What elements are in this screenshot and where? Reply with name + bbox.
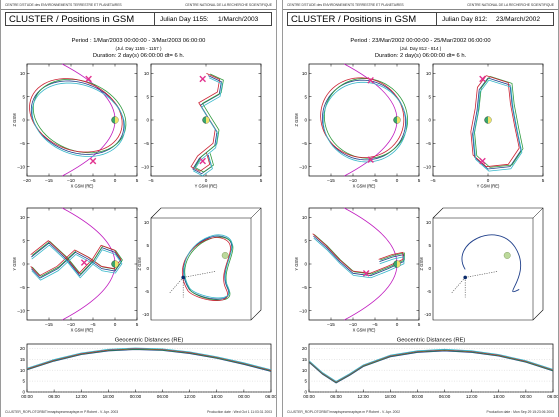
x-tick-label: –5	[430, 178, 436, 183]
x-tick-label: –15	[327, 322, 335, 327]
y-tick-label: 0	[22, 261, 25, 267]
x-tick-label: 0	[486, 178, 490, 183]
y-tick-label: –5	[143, 140, 149, 146]
orbit-3d-view	[419, 208, 543, 320]
x-tick-label: 0	[113, 322, 117, 327]
x-tick-label: –15	[327, 178, 335, 183]
x-tick-label: 00:00	[520, 394, 532, 399]
y-tick-label: 10	[19, 70, 25, 76]
julian-day-label: Julian Day 812:	[442, 15, 488, 23]
y-tick-label: 0	[304, 117, 307, 123]
y-axis-label: Z GSM	[419, 257, 424, 271]
duration-text: Duration: 2 day(s) 06:00:00 dt= 6 h.	[92, 53, 185, 59]
julian-day-label: Julian Day 1155:	[160, 15, 209, 23]
y-tick-label: -5	[426, 289, 431, 294]
footer-left-text: CLUSTER_ROPLOTORBIT/mnaptspecmnaptspe.m P.Robert - V. Apr. 2002	[287, 410, 401, 414]
y-tick-label: 20	[19, 345, 25, 351]
x-tick-label: 06:00	[330, 394, 342, 399]
x-tick-label: –15	[45, 322, 53, 327]
y-tick-label: 15	[301, 356, 307, 362]
x-tick-label: 12:00	[75, 394, 87, 399]
y-tick-label: 5	[304, 238, 307, 244]
distance-series	[27, 349, 271, 371]
y-tick-label: 5	[22, 378, 25, 384]
y-tick-label: 10	[301, 70, 307, 76]
julian-range-text: (Jul. Day 812 - 814 )	[399, 45, 442, 51]
spacecraft-dot	[463, 276, 467, 280]
x-tick-label: 00:00	[303, 394, 315, 399]
y-tick-label: 15	[19, 356, 25, 362]
footer-left-text: CLUSTER_ROPLOTORBIT/mnaptspecmnaptspe.m P.Robert - V. Apr. 2003	[5, 410, 119, 414]
x-tick-label: –10	[349, 178, 357, 183]
x-tick-label: 18:00	[384, 394, 397, 399]
y-tick-label: 0	[22, 389, 25, 395]
y-tick-label: 0	[304, 261, 307, 267]
y-tick-label: –5	[425, 140, 431, 146]
y-tick-label: –10	[141, 164, 149, 170]
y-tick-label: –5	[19, 284, 25, 290]
period-text: Period : 23/Mar/2002 00:00:00 - 25/Mar/2002 06:00:00	[350, 38, 491, 44]
plot-frame	[309, 64, 419, 176]
x-tick-label: 00:00	[411, 394, 424, 399]
earth-marker	[504, 252, 510, 258]
x-tick-label: 5	[417, 178, 421, 183]
orbit-track	[31, 81, 124, 154]
distance-series	[27, 349, 271, 371]
x-tick-label: –10	[67, 322, 75, 327]
y-tick-label: 0	[428, 266, 431, 271]
earth-day-side	[115, 117, 118, 124]
x-tick-label: –10	[349, 322, 357, 327]
magnetopause-curve	[344, 208, 397, 320]
y-axis-label: Z GSM	[137, 257, 142, 271]
distance-plot	[302, 338, 559, 400]
distance-series	[309, 351, 553, 383]
y-tick-label: 5	[146, 94, 149, 100]
distance-plot	[20, 338, 277, 400]
earth-marker	[222, 252, 228, 258]
x-tick-label: 0	[395, 178, 399, 183]
orbit-panel-right	[282, 0, 559, 417]
plot-canvas-left	[1, 0, 277, 417]
x-tick-label: –5	[372, 178, 378, 183]
y-tick-label: 0	[146, 117, 149, 123]
x-tick-label: 12:00	[183, 394, 196, 399]
y-tick-label: -10	[142, 312, 149, 317]
orbit-projection-plot	[294, 208, 421, 333]
x-tick-label: 18:00	[211, 394, 223, 399]
duration-text: Duration: 2 day(s) 06:00:00 dt= 6 h.	[374, 53, 467, 59]
panel-title: CLUSTER / Positions in GSM	[291, 14, 417, 25]
orbit-projection-plot	[12, 208, 139, 333]
x-tick-label: 00:00	[21, 394, 33, 399]
y-tick-label: 10	[425, 70, 431, 76]
distance-title: Geocentric Distances (RE)	[114, 337, 184, 344]
projection-lines	[169, 271, 215, 297]
position-cross	[200, 158, 206, 164]
header-left-text: CENTRE D'ETUDE des ENVIRONNEMENTS TERRESTRE ET PLANETAIRES	[5, 3, 122, 7]
cube-edges	[433, 208, 543, 320]
distance-title: Geocentric Distances (RE)	[396, 337, 466, 344]
x-tick-label: 5	[135, 322, 139, 327]
y-tick-label: 0	[146, 266, 149, 271]
x-axis-label: X GSM (RE)	[70, 327, 94, 333]
y-tick-label: 20	[301, 345, 307, 351]
orbit-track	[471, 76, 519, 167]
y-tick-label: 10	[19, 214, 25, 220]
y-tick-label: –10	[17, 164, 25, 170]
y-tick-label: 10	[143, 70, 149, 76]
x-tick-label: 12:00	[465, 394, 478, 399]
orbit-track	[30, 79, 123, 152]
x-tick-label: –5	[148, 178, 154, 183]
orbit-track	[32, 83, 125, 156]
header-right-text: CENTRE NATIONAL DE LA RECHERCHE SCIENTIFIQUE	[467, 3, 554, 7]
y-axis-label: Y GSM	[12, 257, 17, 271]
y-tick-label: –5	[19, 140, 25, 146]
y-tick-label: –10	[299, 164, 307, 170]
y-tick-label: 10	[425, 220, 431, 225]
position-cross	[81, 260, 87, 266]
x-tick-label: 12:00	[357, 394, 369, 399]
y-tick-label: 0	[22, 117, 25, 123]
y-tick-label: 10	[301, 367, 307, 373]
x-axis-label: X GSM (RE)	[352, 327, 376, 333]
x-tick-label: 06:00	[547, 394, 559, 399]
y-tick-label: –10	[299, 308, 307, 314]
y-axis-label: Z GSM	[294, 113, 299, 127]
orbit-projection-plot	[294, 64, 421, 189]
orbit-track	[33, 79, 126, 152]
y-tick-label: 5	[428, 243, 431, 248]
x-tick-label: 06:00	[265, 394, 277, 399]
x-tick-label: –5	[372, 322, 378, 327]
y-tick-label: –5	[301, 284, 307, 290]
x-tick-label: 0	[113, 178, 117, 183]
cube-frame	[433, 208, 543, 320]
earth-day-side	[206, 117, 209, 124]
orbit-track	[313, 234, 403, 274]
plot-canvas-right	[283, 0, 559, 417]
x-tick-label: 06:00	[48, 394, 60, 399]
julian-range-text: (Jul. Day 1155 - 1157 )	[115, 45, 162, 51]
x-tick-label: 06:00	[156, 394, 169, 399]
x-tick-label: 06:00	[438, 394, 451, 399]
orbit-track	[193, 76, 222, 174]
earth-day-side	[488, 117, 491, 124]
y-tick-label: 5	[146, 243, 149, 248]
header-right-text: CENTRE NATIONAL DE LA RECHERCHE SCIENTIFIQUE	[185, 3, 272, 7]
x-tick-label: 18:00	[102, 394, 115, 399]
cube-frame	[151, 208, 261, 320]
position-cross	[90, 158, 96, 164]
x-tick-label: 5	[541, 178, 545, 183]
footer-right-text: Production date : Mon Sep 29 15:23:06 2003	[486, 410, 554, 414]
x-tick-label: 5	[417, 322, 421, 327]
y-tick-label: 5	[22, 94, 25, 100]
orbit-track	[314, 234, 404, 274]
x-tick-label: 0	[395, 322, 399, 327]
x-axis-label: X GSM (RE)	[70, 183, 94, 189]
period-text: Period : 1/Mar/2003 00:00:00 - 3/Mar/2003 06:00:00	[71, 38, 206, 44]
y-tick-label: 5	[304, 378, 307, 384]
orbit-projection-plot	[12, 64, 139, 189]
y-tick-label: –5	[301, 140, 307, 146]
x-axis-label: Y GSM (RE)	[194, 183, 218, 189]
y-axis-label: Y GSM	[294, 257, 299, 271]
orbit-track-3d	[184, 235, 232, 298]
header-left-text: CENTRE D'ETUDE des ENVIRONNEMENTS TERRESTRE ET PLANETAIRES	[287, 3, 404, 7]
x-tick-label: –20	[23, 178, 31, 183]
y-tick-label: 0	[304, 389, 307, 395]
x-axis-label: Y GSM (RE)	[476, 183, 500, 189]
footer-right-text: Production date : Wed Oct 1 11:03:31 2003	[207, 410, 272, 414]
x-tick-label: –15	[45, 178, 53, 183]
x-tick-label: 5	[135, 178, 139, 183]
spacecraft-dot	[181, 276, 185, 280]
earth-day-side	[397, 117, 400, 124]
y-tick-label: 10	[143, 220, 149, 225]
orbit-projection-plot	[423, 64, 544, 189]
x-tick-label: –5	[90, 178, 96, 183]
y-tick-label: 10	[19, 367, 25, 373]
y-tick-label: 5	[22, 238, 25, 244]
date-label: 23/March/2002	[496, 15, 540, 23]
earth-day-side	[397, 261, 400, 268]
y-tick-label: 5	[304, 94, 307, 100]
x-tick-label: 00:00	[238, 394, 250, 399]
y-tick-label: -10	[424, 312, 431, 317]
y-tick-label: 5	[428, 94, 431, 100]
orbit-projection-plot	[141, 64, 262, 189]
y-tick-label: -5	[144, 289, 149, 294]
x-tick-label: –5	[90, 322, 96, 327]
x-tick-label: 5	[259, 178, 263, 183]
x-axis-label: X GSM (RE)	[352, 183, 376, 189]
y-tick-label: –10	[423, 164, 431, 170]
y-tick-label: –10	[17, 308, 25, 314]
orbit-panel-left	[0, 0, 277, 417]
y-tick-label: 10	[301, 214, 307, 220]
position-cross	[200, 76, 206, 82]
cube-edges	[151, 208, 261, 320]
orbit-track-3d	[462, 235, 521, 292]
date-label: 1/March/2003	[218, 15, 259, 23]
orbit-3d-view	[137, 208, 261, 320]
projection-lines	[451, 271, 497, 297]
x-tick-label: 18:00	[493, 394, 505, 399]
x-tick-label: –10	[67, 178, 75, 183]
plot-frame	[27, 344, 271, 392]
orbit-track-3d	[182, 238, 230, 301]
y-axis-label: Z GSM	[12, 113, 17, 127]
x-tick-label: 00:00	[129, 394, 142, 399]
panel-title: CLUSTER / Positions in GSM	[9, 14, 135, 25]
x-tick-label: 0	[204, 178, 208, 183]
y-tick-label: 0	[428, 117, 431, 123]
